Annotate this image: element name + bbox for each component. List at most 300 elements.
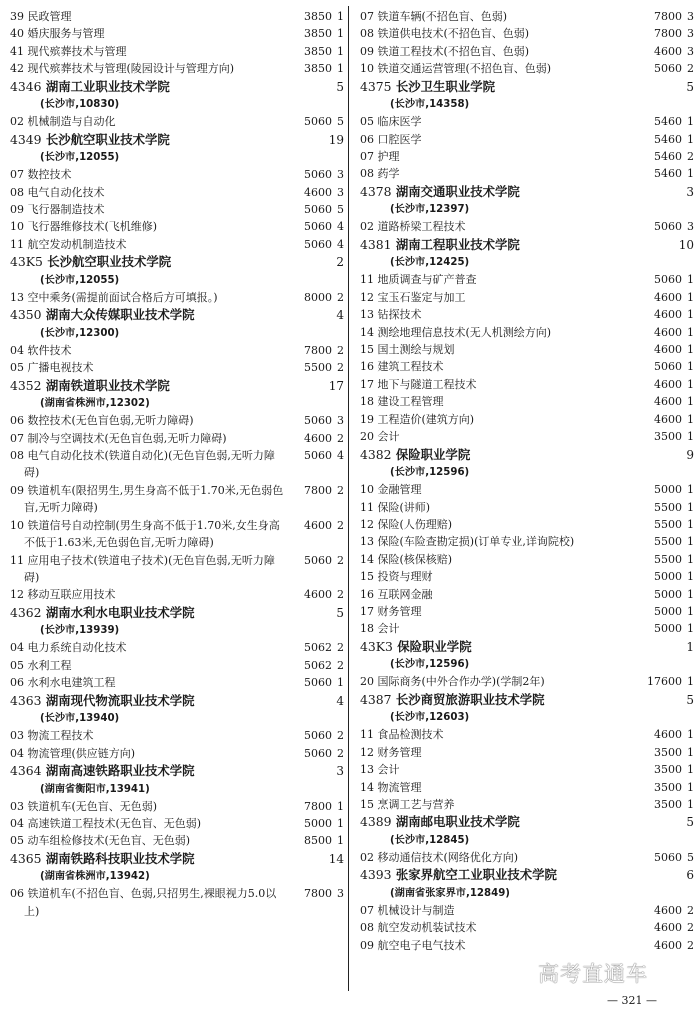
major-row [360, 744, 694, 761]
major-row [360, 411, 694, 428]
location-text: (长沙市,12300) [40, 327, 120, 339]
major-row [360, 568, 694, 585]
school-row [10, 306, 344, 325]
major-name: 06 口腔医学 [360, 132, 422, 146]
major-quota: 1 [687, 500, 694, 514]
school-row [10, 692, 344, 711]
major-row [360, 849, 694, 866]
major-name: 19 工程造价(建筑方向) [360, 412, 475, 426]
major-name: 04 电力系统自动化技术 [10, 641, 127, 655]
major-name: 16 互联网金融 [360, 587, 433, 601]
school-row [10, 850, 344, 869]
major-row [360, 341, 694, 358]
tuition-fee: 3500 [654, 430, 682, 444]
location-text: (长沙市,10830) [40, 99, 120, 111]
major-row [360, 673, 694, 690]
school-heading [10, 604, 344, 623]
major-quota: 2 [337, 343, 344, 357]
major-quota: 2 [337, 361, 344, 375]
major-row [10, 798, 344, 815]
school-code: 43K5 [10, 254, 43, 270]
tuition-fee: 5060 [304, 237, 332, 251]
major-quota: 1 [687, 587, 694, 601]
tuition-fee: 4600 [654, 921, 682, 935]
school-quota: 9 [686, 447, 694, 462]
location-text: (长沙市,12596) [390, 659, 470, 671]
major-name: 06 铁道机车(不招色盲、色弱,只招男生,裸眼视力5.0以上) [10, 887, 277, 918]
major-row [360, 919, 694, 936]
major-name: 08 航空发动机装试技术 [360, 921, 477, 935]
major-row [10, 674, 344, 691]
major-quota: 1 [687, 115, 694, 129]
major-row [360, 796, 694, 813]
major-row [10, 342, 344, 359]
tuition-fee: 5460 [654, 115, 682, 129]
school-heading [360, 866, 694, 885]
tuition-fee: 5060 [304, 729, 332, 743]
major-row [360, 218, 694, 235]
major-row [360, 603, 694, 620]
school-row [360, 183, 694, 202]
major-name: 14 物流管理 [360, 780, 422, 794]
major-quota: 1 [687, 167, 694, 181]
major-name: 12 财务管理 [360, 745, 422, 759]
school-location [10, 395, 344, 412]
major-row [10, 639, 344, 656]
tuition-fee: 5060 [304, 553, 332, 567]
major-name: 07 机械设计与制造 [360, 903, 455, 917]
tuition-fee: 5060 [304, 115, 332, 129]
location-text: (湖南省衡阳市,13941) [40, 783, 150, 795]
major-name: 13 钻探技术 [360, 308, 422, 322]
school-heading [360, 638, 694, 657]
major-name: 15 投资与理财 [360, 570, 433, 584]
school-location [360, 201, 694, 218]
major-quota: 2 [337, 518, 344, 532]
tuition-fee: 4600 [654, 343, 682, 357]
school-quota: 19 [328, 132, 344, 147]
location-text: (长沙市,12055) [40, 274, 120, 286]
school-name: 长沙航空职业技术学院 [47, 254, 172, 270]
major-quota: 5 [337, 115, 344, 129]
major-name: 10 飞行器维修技术(飞机维修) [10, 220, 158, 234]
school-name: 湖南工业职业技术学院 [45, 78, 170, 94]
major-quota: 3 [337, 168, 344, 182]
tuition-fee: 5000 [654, 622, 682, 636]
major-row [360, 761, 694, 778]
school-name: 湖南大众传媒职业技术学院 [45, 307, 195, 323]
major-quota: 1 [337, 834, 344, 848]
school-row [360, 691, 694, 710]
tuition-fee: 7800 [304, 483, 332, 497]
major-name: 08 电气自动化技术 [10, 185, 105, 199]
major-row [10, 430, 344, 447]
major-name: 05 动车组检修技术(无色盲、无色弱) [10, 834, 191, 848]
major-row [360, 393, 694, 410]
school-row [10, 604, 344, 623]
major-quota: 4 [337, 449, 344, 463]
school-code: 4378 [360, 183, 392, 199]
tuition-fee: 5060 [304, 220, 332, 234]
major-row [360, 779, 694, 796]
tuition-fee: 4600 [304, 431, 332, 445]
major-row [10, 289, 344, 306]
major-quota: 1 [687, 728, 694, 742]
column-divider [348, 6, 349, 991]
school-location [10, 781, 344, 798]
tuition-fee: 4600 [654, 308, 682, 322]
major-row [10, 236, 344, 253]
major-quota: 1 [687, 483, 694, 497]
major-name: 20 会计 [360, 430, 400, 444]
major-row [10, 832, 344, 849]
school-quota: 10 [678, 237, 694, 252]
major-quota: 3 [337, 414, 344, 428]
major-row [360, 481, 694, 498]
major-quota: 1 [687, 552, 694, 566]
major-name: 11 保险(讲师) [360, 500, 431, 514]
tuition-fee: 5500 [654, 500, 682, 514]
major-row [10, 412, 344, 429]
major-row [10, 447, 344, 482]
school-location [360, 96, 694, 113]
major-name: 06 数控技术(无色盲色弱,无听力障碍) [10, 414, 194, 428]
major-name: 09 飞行器制造技术 [10, 203, 105, 217]
major-quota: 1 [687, 273, 694, 287]
school-heading [10, 78, 344, 97]
major-row [360, 358, 694, 375]
tuition-fee: 5060 [304, 449, 332, 463]
major-quota: 2 [337, 588, 344, 602]
major-quota: 2 [687, 903, 694, 917]
school-location [360, 832, 694, 849]
major-quota: 3 [337, 887, 344, 901]
major-name: 20 国际商务(中外合作办学)(学制2年) [360, 675, 545, 689]
major-row [10, 885, 344, 920]
major-row [10, 552, 344, 587]
tuition-fee: 3500 [654, 763, 682, 777]
school-code: 4382 [360, 446, 392, 462]
school-row [360, 813, 694, 832]
watermark-text: 高考直通车 [538, 962, 648, 986]
major-quota: 1 [687, 763, 694, 777]
major-name: 12 移动互联应用技术 [10, 588, 116, 602]
major-quota: 1 [687, 622, 694, 636]
tuition-fee: 5060 [304, 168, 332, 182]
major-row [360, 165, 694, 182]
school-quota: 2 [336, 255, 344, 270]
major-row [360, 306, 694, 323]
school-quota: 14 [328, 851, 344, 866]
school-code: 4346 [10, 78, 42, 94]
major-row [360, 516, 694, 533]
major-row [10, 815, 344, 832]
school-name: 湖南现代物流职业技术学院 [45, 692, 195, 708]
tuition-fee: 5060 [654, 62, 682, 76]
major-quota: 1 [337, 62, 344, 76]
location-text: (湖南省株洲市,13942) [40, 871, 150, 883]
major-quota: 3 [687, 27, 694, 41]
tuition-fee: 5060 [654, 220, 682, 234]
school-quota: 5 [336, 605, 344, 620]
school-quota: 5 [336, 79, 344, 94]
major-row [360, 620, 694, 637]
tuition-fee: 5500 [654, 517, 682, 531]
school-code: 4387 [360, 691, 392, 707]
major-quota: 2 [337, 729, 344, 743]
school-name: 湖南工程职业技术学院 [395, 236, 520, 252]
school-location [10, 149, 344, 166]
major-quota: 1 [337, 676, 344, 690]
school-code: 4364 [10, 762, 42, 778]
tuition-fee: 5500 [654, 535, 682, 549]
school-quota: 17 [328, 378, 344, 393]
major-row [360, 324, 694, 341]
tuition-fee: 5060 [654, 850, 682, 864]
location-text: (长沙市,12397) [390, 204, 470, 216]
major-name: 08 药学 [360, 167, 400, 181]
school-name: 湖南铁路科技职业技术学院 [45, 850, 195, 866]
tuition-fee: 7800 [304, 887, 332, 901]
school-heading [10, 377, 344, 396]
major-name: 04 软件技术 [10, 343, 72, 357]
tuition-fee: 3850 [304, 10, 332, 23]
school-quota: 3 [336, 763, 344, 778]
school-location [10, 96, 344, 113]
major-quota: 1 [687, 604, 694, 618]
major-row [360, 8, 694, 25]
major-name: 09 铁道工程技术(不招色盲、色弱) [360, 44, 530, 58]
tuition-fee: 5460 [654, 167, 682, 181]
major-name: 42 现代殡葬技术与管理(陵园设计与管理方向) [10, 62, 235, 76]
major-quota: 1 [687, 360, 694, 374]
major-quota: 2 [337, 290, 344, 304]
school-heading [10, 253, 344, 272]
tuition-fee: 7800 [654, 27, 682, 41]
major-row [360, 551, 694, 568]
tuition-fee: 5000 [654, 604, 682, 618]
major-row [360, 25, 694, 42]
tuition-fee: 8000 [304, 290, 332, 304]
major-name: 03 铁道机车(无色盲、无色弱) [10, 799, 158, 813]
location-text: (长沙市,12425) [390, 257, 470, 269]
tuition-fee: 5060 [654, 273, 682, 287]
tuition-fee: 4600 [654, 395, 682, 409]
school-location [360, 709, 694, 726]
school-code: 43K3 [360, 638, 393, 654]
major-name: 11 食品检测技术 [360, 728, 444, 742]
major-name: 13 保险(车险查勘定损)(订单专业,详询院校) [360, 535, 575, 549]
location-text: (长沙市,12603) [390, 712, 470, 724]
school-heading [360, 446, 694, 465]
major-name: 41 现代殡葬技术与管理 [10, 44, 127, 58]
major-row [10, 517, 344, 552]
major-name: 15 烹调工艺与营养 [360, 797, 455, 811]
location-text: (长沙市,12055) [40, 152, 120, 164]
school-location [10, 272, 344, 289]
major-name: 04 物流管理(供应链方向) [10, 746, 136, 760]
tuition-fee: 8500 [304, 834, 332, 848]
school-quota: 4 [336, 693, 344, 708]
major-name: 05 广播电视技术 [10, 361, 94, 375]
major-quota: 2 [337, 483, 344, 497]
major-name: 02 机械制造与自动化 [10, 115, 116, 129]
major-row [10, 201, 344, 218]
tuition-fee: 5062 [304, 641, 332, 655]
major-name: 09 航空电子电气技术 [360, 938, 466, 952]
major-quota: 1 [337, 799, 344, 813]
major-name: 07 制冷与空调技术(无色盲色弱,无听力障碍) [10, 431, 227, 445]
major-name: 40 婚庆服务与管理 [10, 27, 105, 41]
major-name: 17 地下与隧道工程技术 [360, 377, 477, 391]
tuition-fee: 3850 [304, 27, 332, 41]
major-name: 39 民政管理 [10, 10, 72, 23]
school-quota: 5 [686, 815, 694, 830]
tuition-fee: 5060 [304, 676, 332, 690]
tuition-fee: 5460 [654, 150, 682, 164]
tuition-fee: 4600 [304, 185, 332, 199]
school-code: 4349 [10, 131, 42, 147]
major-quota: 2 [687, 62, 694, 76]
major-row [360, 937, 694, 954]
right-column [360, 8, 694, 954]
school-row [360, 236, 694, 255]
major-name: 02 移动通信技术(网络优化方向) [360, 850, 519, 864]
major-quota: 1 [687, 570, 694, 584]
major-name: 08 电气自动化技术(铁道自动化)(无色盲色弱,无听力障碍) [10, 449, 275, 480]
major-quota: 1 [687, 343, 694, 357]
major-name: 10 金融管理 [360, 483, 422, 497]
major-row [10, 25, 344, 42]
major-row [10, 657, 344, 674]
major-row [360, 533, 694, 550]
major-quota: 2 [687, 150, 694, 164]
major-quota: 2 [337, 746, 344, 760]
major-quota: 1 [687, 412, 694, 426]
tuition-fee: 4600 [304, 588, 332, 602]
tuition-fee: 5060 [304, 203, 332, 217]
major-row [360, 43, 694, 60]
tuition-fee: 7800 [654, 10, 682, 23]
major-quota: 1 [687, 780, 694, 794]
major-quota: 3 [687, 220, 694, 234]
major-row [360, 428, 694, 445]
tuition-fee: 5000 [654, 587, 682, 601]
major-quota: 2 [687, 938, 694, 952]
school-heading [10, 306, 344, 325]
major-name: 13 会计 [360, 763, 400, 777]
major-quota: 3 [687, 44, 694, 58]
location-text: (长沙市,13940) [40, 713, 120, 725]
tuition-fee: 4600 [654, 412, 682, 426]
tuition-fee: 5000 [654, 483, 682, 497]
major-row [10, 482, 344, 517]
school-code: 4365 [10, 850, 42, 866]
major-row [10, 113, 344, 130]
school-name: 保险职业学院 [397, 638, 472, 654]
major-name: 12 保险(人伤理赔) [360, 517, 453, 531]
tuition-fee: 3850 [304, 44, 332, 58]
school-name: 湖南水利水电职业技术学院 [45, 604, 195, 620]
school-heading [360, 813, 694, 832]
school-quota: 6 [686, 868, 694, 883]
major-name: 08 铁道供电技术(不招色盲、色弱) [360, 27, 530, 41]
school-row [360, 866, 694, 885]
major-quota: 5 [687, 850, 694, 864]
tuition-fee: 5060 [304, 746, 332, 760]
school-heading [360, 78, 694, 97]
tuition-fee: 3500 [654, 745, 682, 759]
major-row [360, 148, 694, 165]
major-row [10, 218, 344, 235]
school-heading [10, 131, 344, 150]
major-quota: 1 [687, 535, 694, 549]
major-quota: 3 [687, 10, 694, 23]
major-quota: 1 [687, 290, 694, 304]
school-heading [360, 183, 694, 202]
school-name: 湖南高速铁路职业技术学院 [45, 762, 195, 778]
major-name: 07 铁道车辆(不招色盲、色弱) [360, 10, 508, 23]
major-row [10, 745, 344, 762]
school-row [10, 253, 344, 272]
school-heading [360, 236, 694, 255]
school-location [360, 464, 694, 481]
school-heading [360, 691, 694, 710]
tuition-fee: 5460 [654, 132, 682, 146]
major-name: 17 财务管理 [360, 604, 422, 618]
major-quota: 1 [337, 44, 344, 58]
tuition-fee: 3500 [654, 797, 682, 811]
tuition-fee: 7800 [304, 799, 332, 813]
school-name: 保险职业学院 [395, 446, 471, 462]
school-row [360, 446, 694, 465]
location-text: (长沙市,14358) [390, 99, 470, 111]
major-name: 02 道路桥梁工程技术 [360, 220, 466, 234]
major-row [360, 376, 694, 393]
tuition-fee: 5000 [654, 570, 682, 584]
major-row [10, 586, 344, 603]
school-row [10, 762, 344, 781]
major-row [360, 113, 694, 130]
tuition-fee: 17600 [647, 675, 682, 689]
major-row [10, 8, 344, 25]
major-row [360, 271, 694, 288]
major-name: 05 水利工程 [10, 658, 72, 672]
school-location [10, 622, 344, 639]
major-name: 10 铁道交通运营管理(不招色盲、色弱) [360, 62, 552, 76]
major-quota: 1 [687, 308, 694, 322]
tuition-fee: 5062 [304, 658, 332, 672]
major-name: 04 高速铁道工程技术(无色盲、无色弱) [10, 816, 202, 830]
major-name: 11 应用电子技术(铁道电子技术)(无色盲色弱,无听力障碍) [10, 553, 275, 584]
major-quota: 1 [687, 325, 694, 339]
school-location [360, 885, 694, 902]
school-heading [10, 692, 344, 711]
school-location [10, 868, 344, 885]
major-row [10, 727, 344, 744]
major-name: 07 护理 [360, 150, 400, 164]
major-quota: 2 [337, 658, 344, 672]
school-row [10, 131, 344, 150]
school-location [360, 656, 694, 673]
tuition-fee: 7800 [304, 343, 332, 357]
tuition-fee: 4600 [654, 44, 682, 58]
tuition-fee: 5500 [654, 552, 682, 566]
school-row [10, 377, 344, 396]
major-name: 15 国土测绘与规划 [360, 343, 455, 357]
school-code: 4375 [360, 78, 392, 94]
major-name: 13 空中乘务(需提前面试合格后方可填报。) [10, 290, 218, 304]
